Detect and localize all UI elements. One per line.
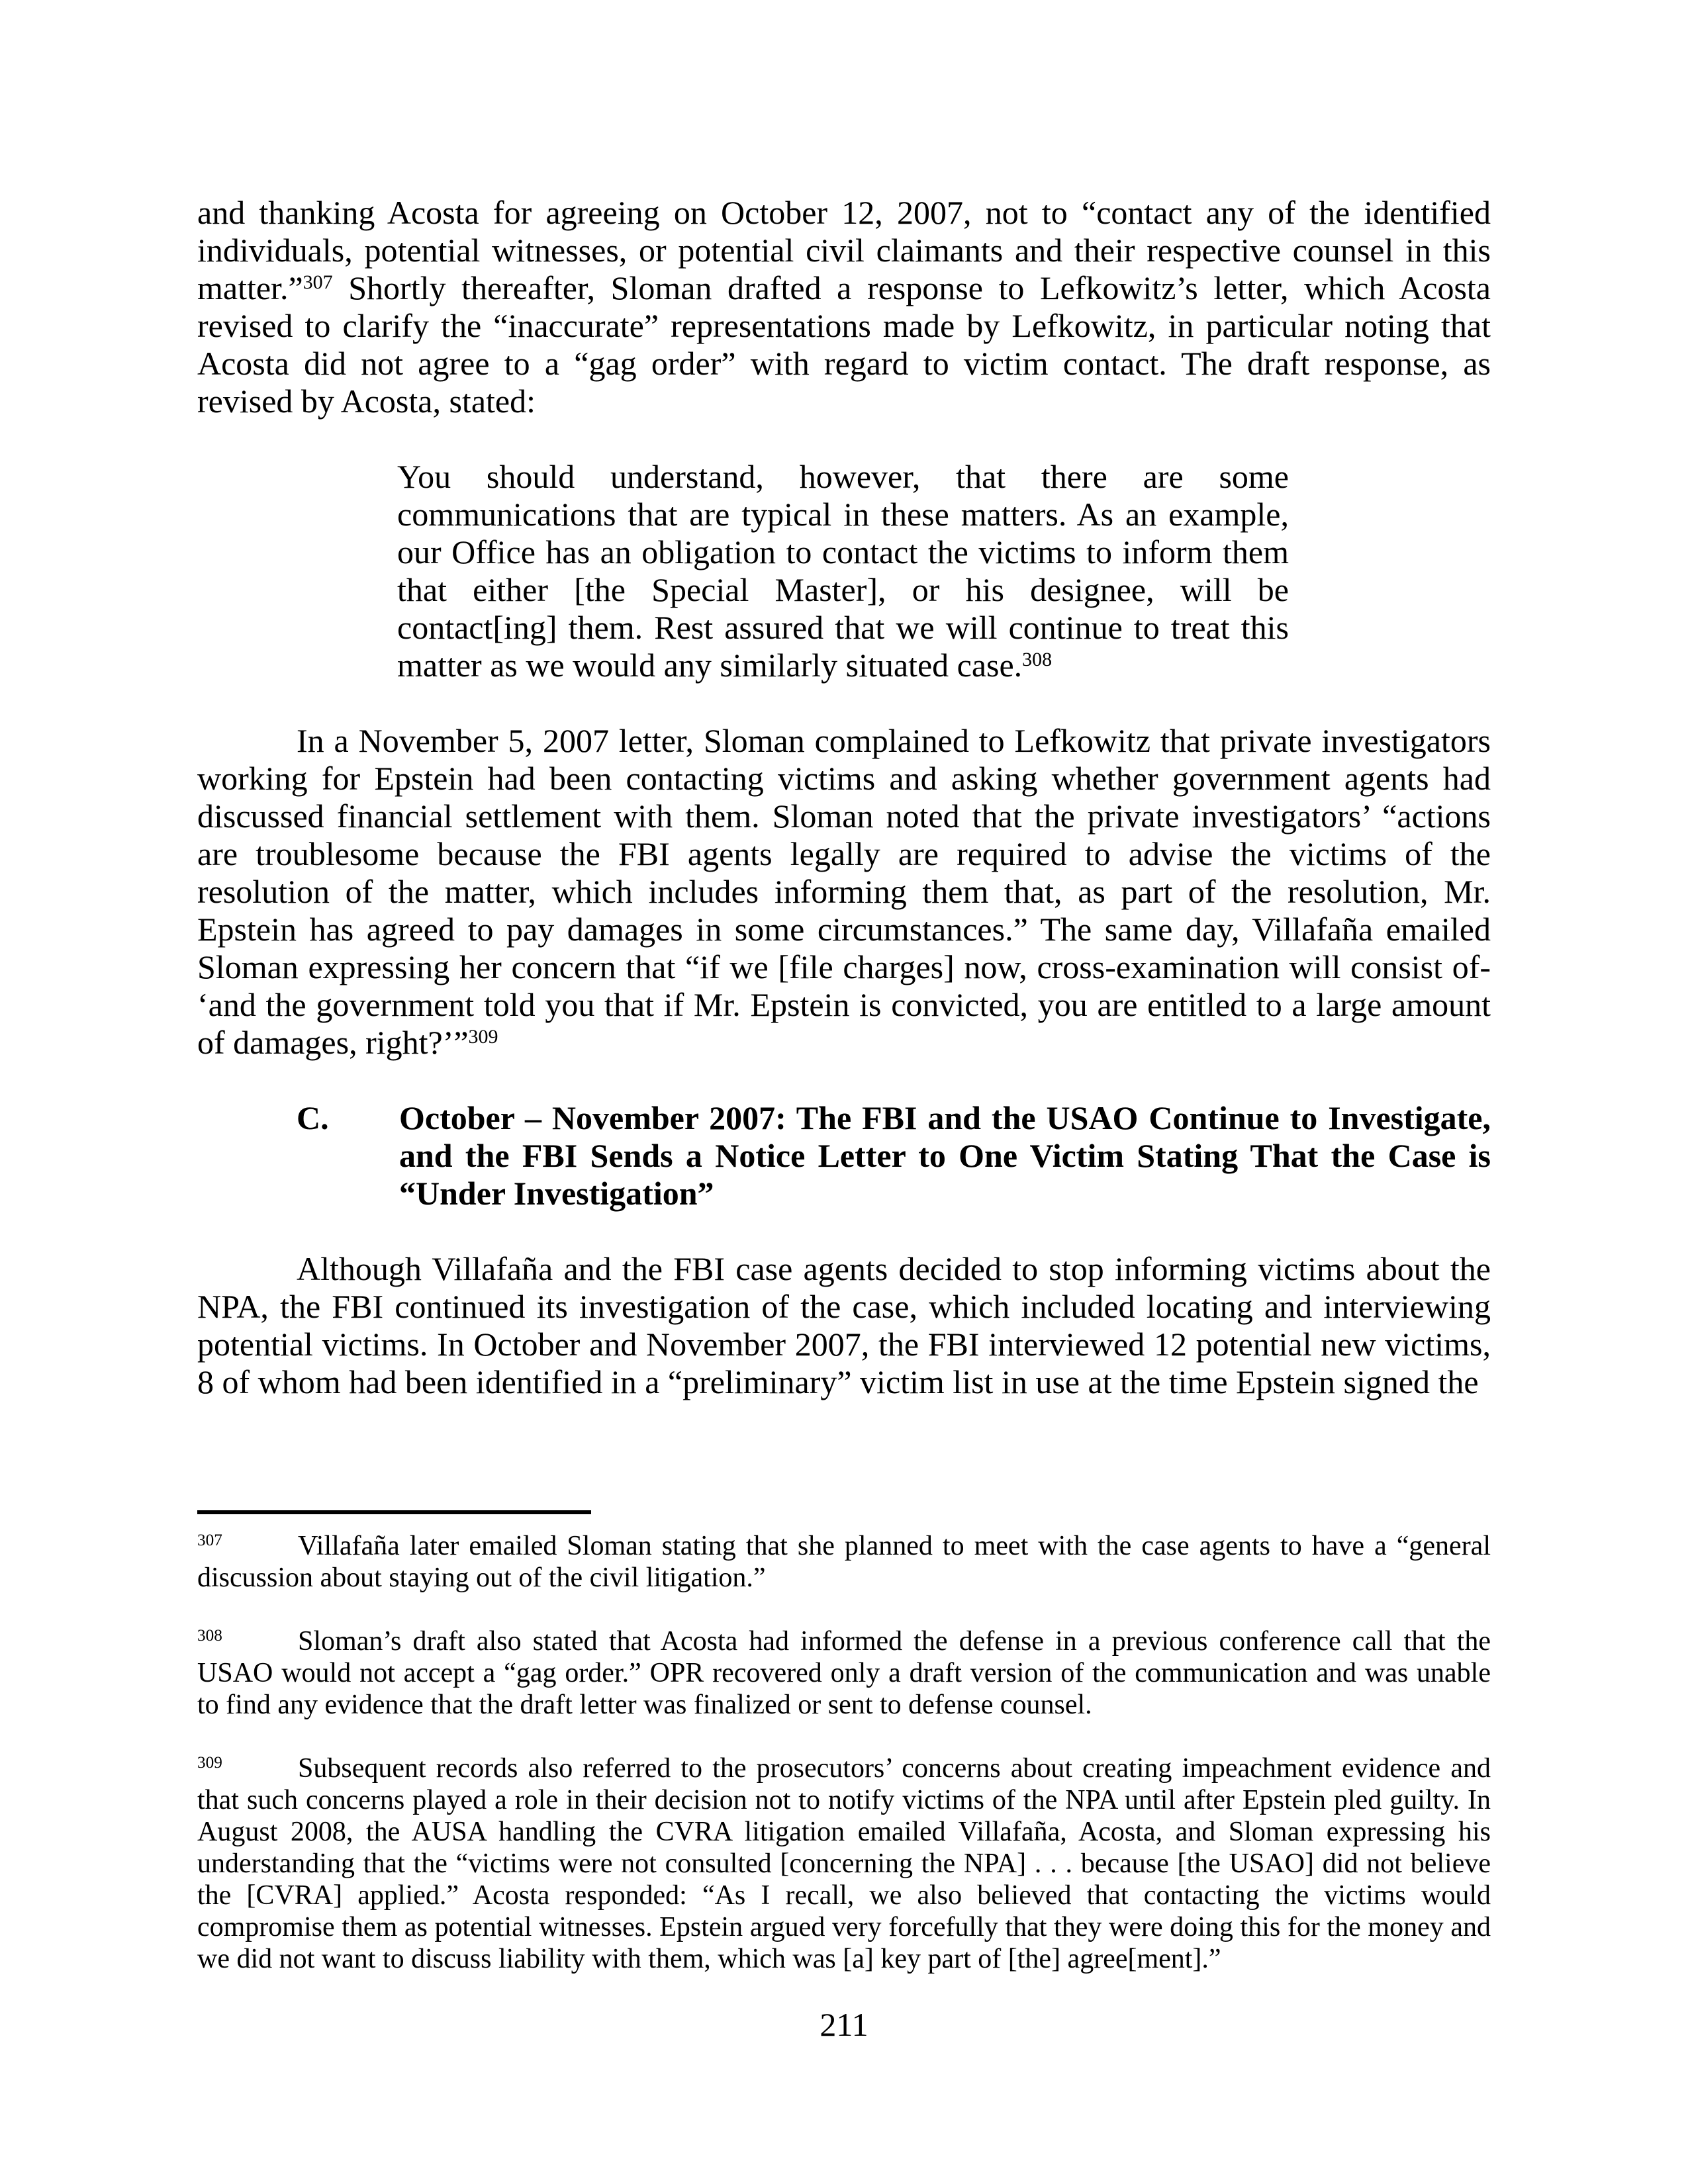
footnote-number-309: 309 [197, 1754, 222, 1772]
section-letter: C. [297, 1099, 329, 1136]
page-body [197, 0, 1491, 1401]
body-paragraph-3: Although Villafaña and the FBI case agents decided to stop informing victims about the NPA, the FBI continued its investigation of the case, which included locating and interviewing potential victims. In October and November 2007, the FBI interviewed 12 potential new victims, 8 of whom had been identified in a “preliminary” victim list in use at the time Epstein signed the [197, 1250, 1491, 1400]
footnote-309 [197, 1752, 1491, 1975]
footnote-308 [197, 1625, 1491, 1721]
section-title: October – November 2007: The FBI and the USAO Continue to Investigate, and the FBI Sends a Notice Letter to One Victim Stating That the Case is “Under Investigation” [399, 1099, 1491, 1212]
body-paragraph-2 [197, 722, 1491, 1062]
footnote-separator [197, 1510, 591, 1514]
body-paragraph-1 [197, 194, 1491, 420]
footnote-307 [197, 1530, 1491, 1594]
footnote-text: Subsequent records also referred to the prosecutors’ concerns about creating impeachment evidence and that such concerns played a role in their decision not to notify victims of the NPA until after Epstein pled guilty. In August 2008, the AUSA handling the CVRA litigation emailed Villafaña, Acosta, and Sloman expressing his understanding that the “victims were not consulted [concerning the NPA] . . . because [the USAO] did not believe the [CVRA] applied.” Acosta responded: “As I recall, we also believed that contacting the victims would compromise them as potential witnesses. Epstein argued very forcefully that they were doing this for the money and we did not want to discuss liability with them, which was [a] key part of [the] agree[ment].” [197, 1753, 1491, 1974]
section-heading-c [297, 1099, 1491, 1212]
footnote-ref-308: 308 [1022, 648, 1053, 670]
footnote-ref-309: 309 [468, 1025, 498, 1048]
paragraph-text: Shortly thereafter, Sloman drafted a response to Lefkowitz’s letter, which Acosta revised to clarify the “inaccurate” representations made by Lefkowitz, in particular noting that Acosta did not agree to a “gag order” with regard to victim contact. The draft response, as revised by Acosta, stated: [197, 269, 1491, 420]
footnote-ref-307: 307 [303, 271, 333, 293]
footnote-number-307: 307 [197, 1531, 222, 1550]
block-quote [397, 458, 1289, 684]
footnote-text: Sloman’s draft also stated that Acosta had informed the defense in a previous conference call that the USAO would not accept a “gag order.” OPR recovered only a draft version of the communication and was unable to find any evidence that the draft letter was finalized or sent to defense counsel. [197, 1626, 1491, 1720]
footnotes-section [197, 1510, 1491, 1975]
footnote-text: Villafaña later emailed Sloman stating that she planned to meet with the case agents to have a “general discussion about staying out of the civil litigation.” [197, 1531, 1491, 1593]
footnote-number-308: 308 [197, 1627, 222, 1645]
blockquote-text: You should understand, however, that there are some communications that are typical in these matters. As an example, our Office has an obligation to contact the victims to inform them that either [the Special Master], or his designee, will be contact[ing] them. Rest assured that we will continue to treat this matter as we would any similarly situated case. [397, 458, 1289, 684]
paragraph-text: In a November 5, 2007 letter, Sloman complained to Lefkowitz that private investigators working for Epstein had been contacting victims and asking whether government agents had discussed financial settlement with them. Sloman noted that the private investigators’ “actions are troublesome because the FBI agents legally are required to advise the victims of the resolution of the matter, which includes informing them that, as part of the resolution, Mr. Epstein has agreed to pay damages in some circumstances.” The same day, Villafaña emailed Sloman expressing her concern that “if we [file charges] now, cross-examination will consist of- ‘and the government told you that if Mr. Epstein is convicted, you are entitled to a large amount of damages, right?’” [197, 722, 1491, 1061]
page-number: 211 [820, 2006, 868, 2043]
paragraph-text: and thanking Acosta for agreeing on October 12, 2007, not to “contact any of the identified individuals, potential witnesses, or potential civil claimants and their respective counsel in this matter.” [197, 194, 1491, 306]
